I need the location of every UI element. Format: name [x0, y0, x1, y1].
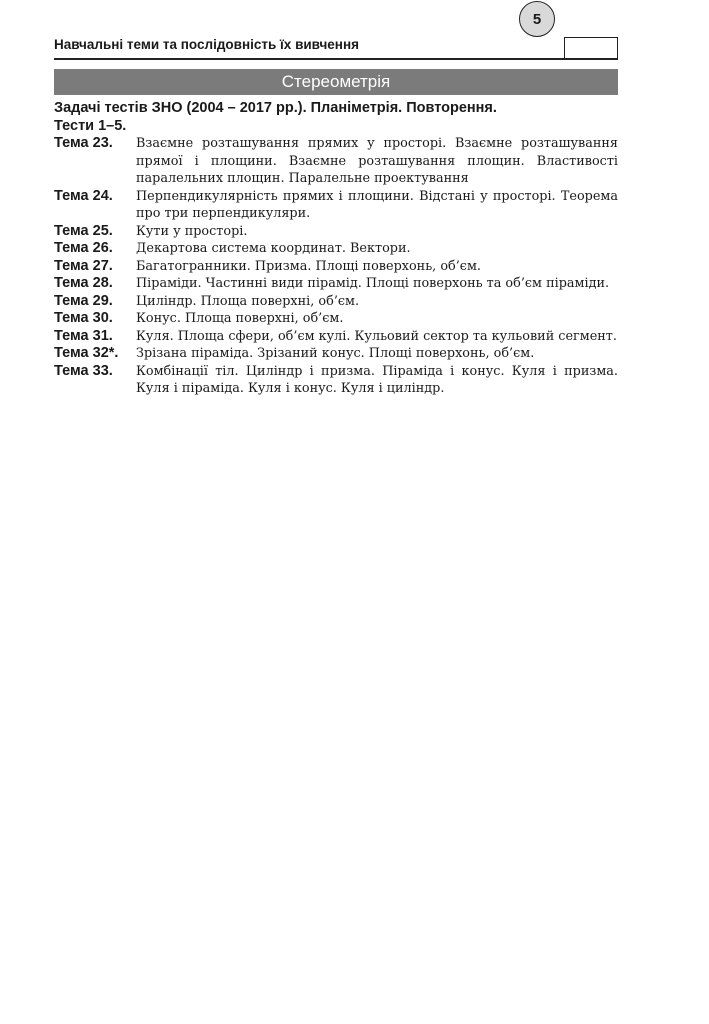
topic-text: Декартова система координат. Вектори. [136, 241, 411, 256]
topic-label: Тема 25. [54, 222, 113, 239]
topic-text: Піраміди. Частинні види пірамід. Площі поверхонь та об’єм піраміди. [136, 276, 610, 291]
topic-item [54, 240, 618, 258]
topic-text: Куля. Площа сфери, об’єм кулі. Кульовий сектор та кульовий сегмент. [136, 328, 617, 344]
section-title: Стереометрія [281, 72, 391, 91]
topic-label: Тема 33. [54, 362, 113, 379]
topic-text: Циліндр. Площа поверхні, об’єм. [136, 293, 360, 309]
intro-line-2: Тести 1–5. [54, 117, 127, 134]
topic-item [54, 223, 618, 241]
topic-label: Тема 24. [54, 187, 113, 204]
running-header-title: Навчальні теми та послідовність їх вивчення [54, 37, 359, 52]
topic-item [54, 310, 618, 328]
intro-line-1: Задачі тестів ЗНО (2004 – 2017 рр.). Планіметрія. Повторення. [54, 100, 497, 116]
topic-item [54, 328, 618, 346]
topic-label: Тема 31. [54, 327, 113, 344]
topic-label: Тема 30. [54, 310, 113, 326]
topic-text: Конус. Площа поверхні, об’єм. [136, 311, 344, 326]
header-rule [54, 58, 618, 60]
topic-item [54, 363, 618, 398]
topic-item [54, 258, 618, 276]
topic-list [54, 135, 618, 398]
topic-label: Тема 29. [54, 292, 113, 309]
topic-label: Тема 23. [54, 135, 113, 151]
page-number: 5 [519, 1, 555, 37]
intro-block [54, 100, 618, 135]
topic-item [54, 345, 618, 363]
topic-item [54, 188, 618, 223]
page-number-box [564, 37, 618, 58]
topic-text: Зрізана піраміда. Зрізаний конус. Площі поверхонь, об’єм. [136, 346, 535, 361]
topic-text: Комбінації тіл. Циліндр і призма. Піраміда і конус. Куля і призма. Куля і піраміда. Куля і конус. Куля і циліндр. [136, 363, 618, 396]
topic-label: Тема 28. [54, 275, 113, 291]
topic-label: Тема 32*. [54, 345, 119, 361]
topic-item [54, 135, 618, 188]
topic-item [54, 275, 618, 293]
topic-item [54, 293, 618, 311]
topic-text: Кути у просторі. [136, 223, 248, 239]
topic-text: Багатогранники. Призма. Площі поверхонь, об’єм. [136, 258, 481, 274]
topic-text: Взаємне розташування прямих у просторі. Взаємне розташування прямої і площини. Взаємне розташування площин. Властивості паралельних площин. Паралельне проектування [136, 136, 618, 186]
topic-text: Перпендикулярність прямих і площини. Відстані у просторі. Теорема про три перпендикуляри. [136, 188, 618, 221]
topic-label: Тема 27. [54, 257, 113, 274]
section-title-bar [54, 69, 618, 95]
topic-label: Тема 26. [54, 240, 113, 256]
